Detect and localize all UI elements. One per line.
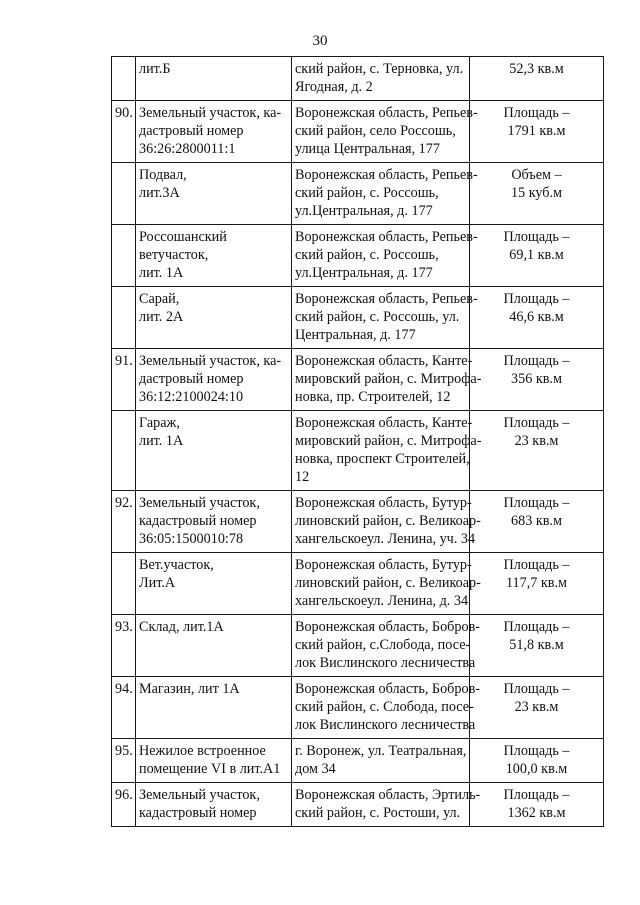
table-row [112, 349, 604, 411]
address-cell [292, 491, 481, 553]
address-line: Воронежская область, Бутур- [295, 495, 472, 511]
object-name-line: Вет.участок, [139, 557, 214, 573]
object-name-cell [136, 163, 292, 225]
address-line: ский район, с. Россошь, [295, 247, 439, 263]
object-name-cell [136, 677, 292, 739]
address-cell [292, 615, 480, 677]
object-name-cell [136, 783, 292, 827]
object-name-line: Россошанский [139, 229, 227, 245]
table-row [112, 57, 604, 101]
object-name-line: Склад, лит.1А [139, 619, 224, 635]
row-number-cell: 93. [112, 615, 136, 677]
area-cell [470, 225, 604, 287]
area-cell [470, 677, 604, 739]
area-cell [470, 101, 604, 163]
address-line: Воронежская область, Репьев- [295, 167, 478, 183]
object-name-cell [136, 411, 292, 491]
table-row [112, 615, 604, 677]
row-number-cell [112, 57, 136, 101]
row-number-cell [112, 411, 136, 491]
object-name-line: Земельный участок, ка- [139, 105, 282, 121]
address-line: ский район, село Россошь, [295, 123, 456, 139]
object-name-cell [136, 287, 292, 349]
area-line: 1791 кв.м [507, 123, 566, 139]
address-line: Воронежская область, Канте- [295, 353, 473, 369]
object-name-cell [136, 225, 292, 287]
address-line: 12 [295, 469, 310, 485]
object-name-line: Подвал, [139, 167, 187, 183]
area-line: Площадь – [503, 229, 570, 245]
address-cell [292, 163, 478, 225]
area-line: 356 кв.м [511, 371, 562, 387]
area-cell [470, 783, 604, 827]
row-number-cell: 96. [112, 783, 136, 827]
address-line: линовский район, с. Великоар- [295, 575, 481, 591]
address-line: Воронежская область, Бутур- [295, 557, 472, 573]
area-line: 23 кв.м [514, 433, 559, 449]
area-line: Площадь – [503, 743, 570, 759]
object-name-line: лит. 1А [139, 433, 184, 449]
address-line: мировский район, с. Митрофа- [295, 433, 482, 449]
object-name-cell [136, 57, 292, 101]
row-number-cell [112, 287, 136, 349]
row-number-cell [112, 225, 136, 287]
object-name-cell [136, 349, 292, 411]
object-name-cell [136, 553, 292, 615]
address-line: лок Вислинского лесничества [295, 655, 476, 671]
object-name-cell [136, 615, 292, 677]
object-name-line: дастровый номер [139, 371, 244, 387]
object-name-line: ветучасток, [139, 247, 209, 263]
area-line: 15 куб.м [510, 185, 563, 201]
area-line: 69,1 кв.м [509, 247, 564, 263]
area-line: Площадь – [503, 619, 570, 635]
address-line: Воронежская область, Репьев- [295, 291, 478, 307]
area-line: 117,7 кв.м [505, 575, 568, 591]
property-table [111, 56, 604, 827]
address-line: Центральная, д. 177 [295, 327, 416, 343]
address-line: Воронежская область, Бобров- [295, 619, 480, 635]
table-row [112, 287, 604, 349]
row-number-cell: 94. [112, 677, 136, 739]
address-cell [292, 287, 478, 349]
address-line: лок Вислинского лесничества [295, 717, 476, 733]
table-row [112, 783, 604, 827]
address-line: ский район, с.Слобода, посе- [295, 637, 471, 653]
object-name-line: Земельный участок, [139, 495, 260, 511]
area-line: Площадь – [503, 415, 570, 431]
area-cell [470, 349, 604, 411]
address-line: Воронежская область, Репьев- [295, 105, 478, 121]
address-line: хангельскоеул. Ленина, д. 34 [295, 593, 469, 609]
property-table-body [112, 57, 604, 827]
area-line: Площадь – [503, 495, 570, 511]
row-number-cell: 95. [112, 739, 136, 783]
row-number-cell: 91. [112, 349, 136, 411]
object-name-line: Гараж, [139, 415, 180, 431]
table-row [112, 225, 604, 287]
address-line: ский район, с. Россошь, [295, 185, 439, 201]
object-name-line: 36:12:2100024:10 [139, 389, 244, 405]
area-line: Площадь – [503, 105, 570, 121]
address-line: дом 34 [295, 761, 336, 777]
area-cell [470, 553, 604, 615]
row-number-cell [112, 553, 136, 615]
area-cell [470, 57, 604, 101]
address-cell [292, 677, 480, 739]
address-line: Воронежская область, Эртиль- [295, 787, 481, 803]
address-line: ский район, с. Ростоши, ул. [295, 805, 461, 821]
object-name-cell [136, 101, 292, 163]
area-line: 51,8 кв.м [509, 637, 564, 653]
object-name-line: Земельный участок, [139, 787, 260, 803]
address-line: Ягодная, д. 2 [295, 79, 373, 95]
row-number-cell: 92. [112, 491, 136, 553]
object-name-line: 36:05:1500010:78 [139, 531, 244, 547]
area-line: 46,6 кв.м [509, 309, 564, 325]
table-row [112, 553, 604, 615]
area-line: Площадь – [503, 787, 570, 803]
address-line: линовский район, с. Великоар- [295, 513, 481, 529]
object-name-line: помещение VI в лит.А1 [139, 761, 281, 777]
table-row [112, 739, 604, 783]
object-name-line: кадастровый номер [139, 805, 257, 821]
area-cell [470, 615, 604, 677]
object-name-cell [136, 739, 292, 783]
area-line: Объем – [511, 167, 562, 183]
area-cell [470, 287, 604, 349]
address-cell [292, 783, 481, 827]
address-line: новка, проспект Строителей, [295, 451, 470, 467]
address-line: хангельскоеул. Ленина, уч. 34 [295, 531, 476, 547]
table-row [112, 101, 604, 163]
address-cell [292, 739, 470, 783]
object-name-line: лит.3А [139, 185, 180, 201]
address-line: ский район, с. Россошь, ул. [295, 309, 460, 325]
address-line: новка, пр. Строителей, 12 [295, 389, 451, 405]
address-line: ский район, с. Терновка, ул. [295, 61, 464, 77]
object-name-line: Лит.А [139, 575, 176, 591]
address-line: ул.Центральная, д. 177 [295, 203, 433, 219]
object-name-line: Земельный участок, ка- [139, 353, 282, 369]
table-row [112, 411, 604, 491]
area-cell [470, 491, 604, 553]
area-line: 683 кв.м [511, 513, 562, 529]
object-name-line: дастровый номер [139, 123, 244, 139]
address-cell [292, 349, 482, 411]
object-name-line: Магазин, лит 1А [139, 681, 240, 697]
address-cell [292, 553, 481, 615]
area-line: Площадь – [503, 681, 570, 697]
object-name-line: лит. 1А [139, 265, 184, 281]
object-name-line: лит.Б [139, 61, 171, 77]
address-line: мировский район, с. Митрофа- [295, 371, 482, 387]
area-cell [470, 163, 604, 225]
object-name-line: кадастровый номер [139, 513, 257, 529]
address-line: Воронежская область, Канте- [295, 415, 473, 431]
object-name-line: лит. 2А [139, 309, 184, 325]
area-line: Площадь – [503, 353, 570, 369]
area-line: 52,3 кв.м [509, 61, 564, 77]
object-name-cell [136, 491, 292, 553]
address-line: ский район, с. Слобода, посе- [295, 699, 474, 715]
table-row [112, 163, 604, 225]
address-line: улица Центральная, 177 [295, 141, 440, 157]
area-line: 23 кв.м [514, 699, 559, 715]
object-name-line: 36:26:2800011:1 [139, 141, 236, 157]
object-name-line: Нежилое встроенное [139, 743, 266, 759]
row-number-cell: 90. [112, 101, 136, 163]
area-cell [470, 739, 604, 783]
area-cell [470, 411, 604, 491]
page-number: 30 [312, 33, 328, 49]
address-cell [292, 225, 478, 287]
address-line: г. Воронеж, ул. Театральная, [295, 743, 467, 759]
area-line: Площадь – [503, 291, 570, 307]
area-line: 1362 кв.м [507, 805, 566, 821]
address-cell [292, 57, 470, 101]
row-number-cell [112, 163, 136, 225]
address-cell [292, 411, 482, 491]
table-row [112, 677, 604, 739]
address-line: Воронежская область, Репьев- [295, 229, 478, 245]
area-line: 100,0 кв.м [505, 761, 568, 777]
address-line: ул.Центральная, д. 177 [295, 265, 433, 281]
object-name-line: Сарай, [139, 291, 180, 307]
address-line: Воронежская область, Бобров- [295, 681, 480, 697]
address-cell [292, 101, 478, 163]
area-line: Площадь – [503, 557, 570, 573]
table-row [112, 491, 604, 553]
